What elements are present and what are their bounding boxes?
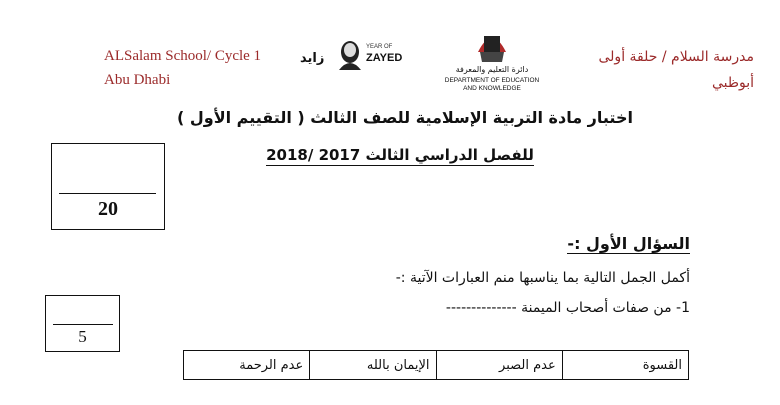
option-cell: الإيمان بالله: [310, 351, 436, 380]
doe-line1: DEPARTMENT OF EDUCATION: [444, 77, 540, 84]
options-table: [183, 350, 689, 380]
option-cell: عدم الصبر: [436, 351, 562, 380]
doe-arabic: دائرة التعليم والمعرفة: [455, 65, 529, 74]
question-item-1: 1- من صفات أصحاب الميمنة --------------: [445, 300, 690, 316]
question-heading: [567, 234, 690, 253]
option-cell: القسوة: [562, 351, 688, 380]
zayed-name: ZAYED: [366, 52, 403, 64]
question-mark-blank-line: [53, 324, 113, 325]
question-instruction: أكمل الجمل التالية بما يناسبها منم العبارات الآتية :-: [395, 270, 690, 286]
total-score-blank-line: [59, 193, 156, 194]
school-name-arabic: [599, 44, 755, 96]
school-ar-line2: أبوظبي: [711, 75, 754, 91]
question-mark-value: 5: [78, 327, 87, 346]
total-score-value: 20: [98, 198, 118, 220]
school-ar-line1: مدرسة السلام / حلقة أولى: [598, 49, 754, 65]
zayed-year-of: YEAR OF: [366, 44, 393, 50]
school-en-line2: Abu Dhabi: [104, 72, 171, 88]
exam-subtitle: [200, 146, 600, 164]
zayed-arabic-text: زايد: [300, 51, 325, 66]
exam-subtitle-text: للفصل الدراسي الثالث 2017 /2018: [266, 146, 534, 164]
options-row: [184, 351, 689, 380]
year-of-zayed-logo: [298, 30, 408, 80]
question-heading-text: السؤال الأول :-: [567, 234, 690, 253]
option-cell: عدم الرحمة: [184, 351, 310, 380]
doe-line2: AND KNOWLEDGE: [463, 85, 521, 92]
department-of-education-logo: [436, 22, 548, 96]
school-name-english: [104, 44, 261, 92]
school-en-line1: ALSalam School/ Cycle 1: [104, 48, 262, 64]
exam-title: اختبار مادة التربية الإسلامية للصف الثالث ( التقييم الأول ): [177, 108, 633, 127]
